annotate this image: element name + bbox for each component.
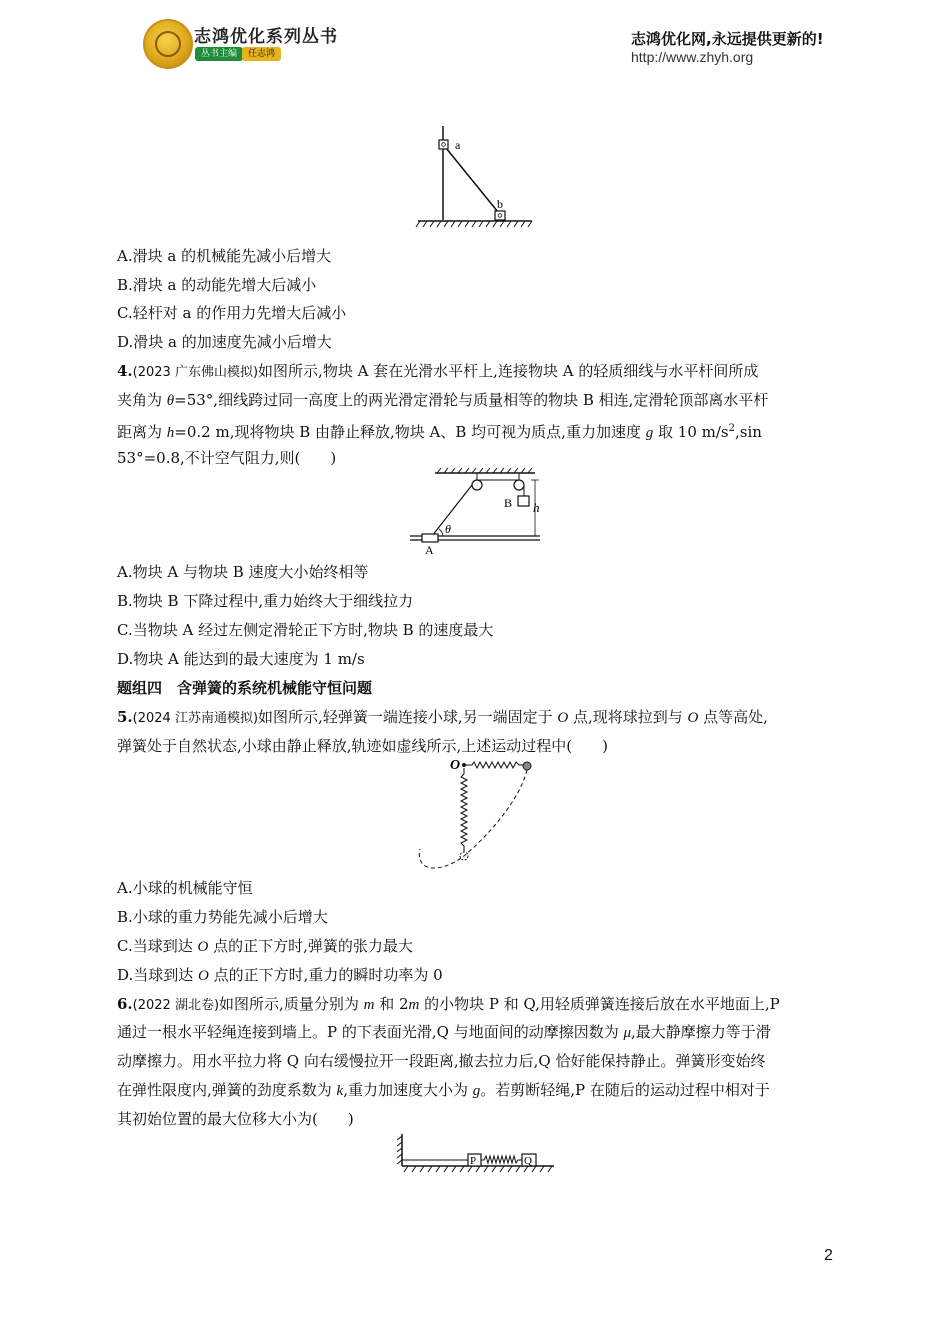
q6-number: 6. xyxy=(117,995,133,1013)
q5-stem-line-1: 5.(2024 江苏南通模拟)如图所示,轻弹簧一端连接小球,另一端固定于 O 点,现将球拉到与 O 点等高处, xyxy=(117,708,768,726)
q4-option-d: D.物块 A 能达到的最大速度为 1 m/s xyxy=(117,650,365,668)
q4-stem-line-2: 夹角为 θ=53°,细线跨过同一高度上的两光滑定滑轮与质量相等的物块 B 相连,定滑轮顶部离水平杆 xyxy=(117,391,769,409)
site-slogan: 志鸿优化网,永远提供更新的! xyxy=(631,30,824,48)
page-header xyxy=(0,0,950,80)
q5-label-o: O xyxy=(450,758,461,773)
q4-string xyxy=(432,485,472,536)
q3-slider-b xyxy=(495,211,505,220)
page-number: 2 xyxy=(824,1247,833,1264)
q4-option-c: C.当物块 A 经过左侧定滑轮正下方时,物块 B 的速度最大 xyxy=(117,621,494,639)
q4-label-a: A xyxy=(425,543,434,557)
editor-name: 任志鸿 xyxy=(242,47,281,61)
q5-option-c: C.当球到达 O 点的正下方时,弹簧的张力最大 xyxy=(117,937,413,955)
q4-option-a: A.物块 A 与物块 B 速度大小始终相等 xyxy=(117,563,369,581)
q5-number: 5. xyxy=(117,708,133,726)
q4-pulley-left xyxy=(472,480,482,490)
site-url[interactable]: http://www.zhyh.org xyxy=(631,49,754,65)
q5-source: (2024 江苏南通模拟) xyxy=(132,711,259,726)
series-title: 志鸿优化系列丛书 xyxy=(194,27,338,47)
q3-label-a: a xyxy=(455,138,461,152)
q6-stem-line-1: 6.(2022 湖北卷)如图所示,质量分别为 m 和 2m 的小物块 P 和 Q,用轻质弹簧连接后放在水平地面上,P xyxy=(117,995,780,1013)
q3-label-b: b xyxy=(497,197,503,211)
q3-ground-hatch xyxy=(416,221,532,227)
q3-option-d: D.滑块 a 的加速度先减小后增大 xyxy=(117,333,332,351)
q5-pivot xyxy=(462,763,466,767)
q4-label-b: B xyxy=(504,496,513,510)
q6-source: (2022 湖北卷) xyxy=(132,998,220,1013)
q4-block-a xyxy=(422,534,438,542)
q4-label-h: h xyxy=(533,500,540,515)
editor-label: 丛书主编 xyxy=(195,47,243,61)
q6-stem-line-2: 通过一根水平轻绳连接到墙上。P 的下表面光滑,Q 与地面间的动摩擦因数为 μ,最大静摩擦力等于滑 xyxy=(117,1023,771,1041)
q6-stem-line-5: 其初始位置的最大位移大小为( ) xyxy=(117,1110,354,1128)
q3-slider-a xyxy=(439,140,448,149)
q5-option-b: B.小球的重力势能先减小后增大 xyxy=(117,908,328,926)
q5-figure xyxy=(410,754,540,876)
q6-label-p: P xyxy=(470,1155,477,1167)
q6-label-q: Q xyxy=(524,1155,532,1167)
q3-light-rod xyxy=(446,148,498,212)
q6-spring xyxy=(481,1156,522,1163)
q3-figure xyxy=(410,124,540,230)
publisher-logo-icon xyxy=(143,19,193,69)
q4-stem-line-1: 4.(2023 广东佛山模拟)如图所示,物块 A 套在光滑水平杆上,连接物块 A 的轻质细线与水平杆间所成 xyxy=(117,362,759,380)
q5-spring-vertical xyxy=(461,768,467,852)
q4-figure xyxy=(405,465,555,557)
q4-pulley-right xyxy=(514,480,524,490)
q4-label-theta: θ xyxy=(445,522,451,536)
q4-option-b: B.物块 B 下降过程中,重力始终大于细线拉力 xyxy=(117,592,414,610)
q6-figure xyxy=(394,1130,559,1176)
q4-source: (2023 广东佛山模拟) xyxy=(132,365,259,380)
q5-spring-horizontal xyxy=(466,762,524,768)
q5-stem-line-2: 弹簧处于自然状态,小球由静止释放,轨迹如虚线所示,上述运动过程中( ) xyxy=(117,737,609,755)
q3-option-b: B.滑块 a 的动能先增大后减小 xyxy=(117,276,317,294)
q5-ball-start xyxy=(523,762,531,770)
q5-option-d: D.当球到达 O 点的正下方时,重力的瞬时功率为 0 xyxy=(117,966,443,984)
q5-trajectory xyxy=(419,770,527,868)
section-title: 题组四 含弹簧的系统机械能守恒问题 xyxy=(117,679,373,697)
q6-stem-line-3: 动摩擦力。用水平拉力将 Q 向右缓慢拉开一段距离,撤去拉力后,Q 恰好能保持静止。弹簧形变始终 xyxy=(117,1052,766,1070)
q4-block-b xyxy=(518,496,529,506)
q3-option-c: C.轻杆对 a 的作用力先增大后减小 xyxy=(117,304,347,322)
q4-stem-line-3: 距离为 h=0.2 m,现将物块 B 由静止释放,物块 A、B 均可视为质点,重力加速度 g 取 10 $m/s^2,\sin$ xyxy=(117,423,762,441)
q3-option-a: A.滑块 a 的机械能先减小后增大 xyxy=(117,247,332,265)
q4-number: 4. xyxy=(117,362,133,380)
q4-stem-line-4: 53°=0.8,不计空气阻力,则( ) xyxy=(117,449,337,467)
q5-option-a: A.小球的机械能守恒 xyxy=(117,879,253,897)
q6-stem-line-4: 在弹性限度内,弹簧的劲度系数为 k,重力加速度大小为 g。若剪断轻绳,P 在随后的运动过程中相对于 xyxy=(117,1081,770,1099)
